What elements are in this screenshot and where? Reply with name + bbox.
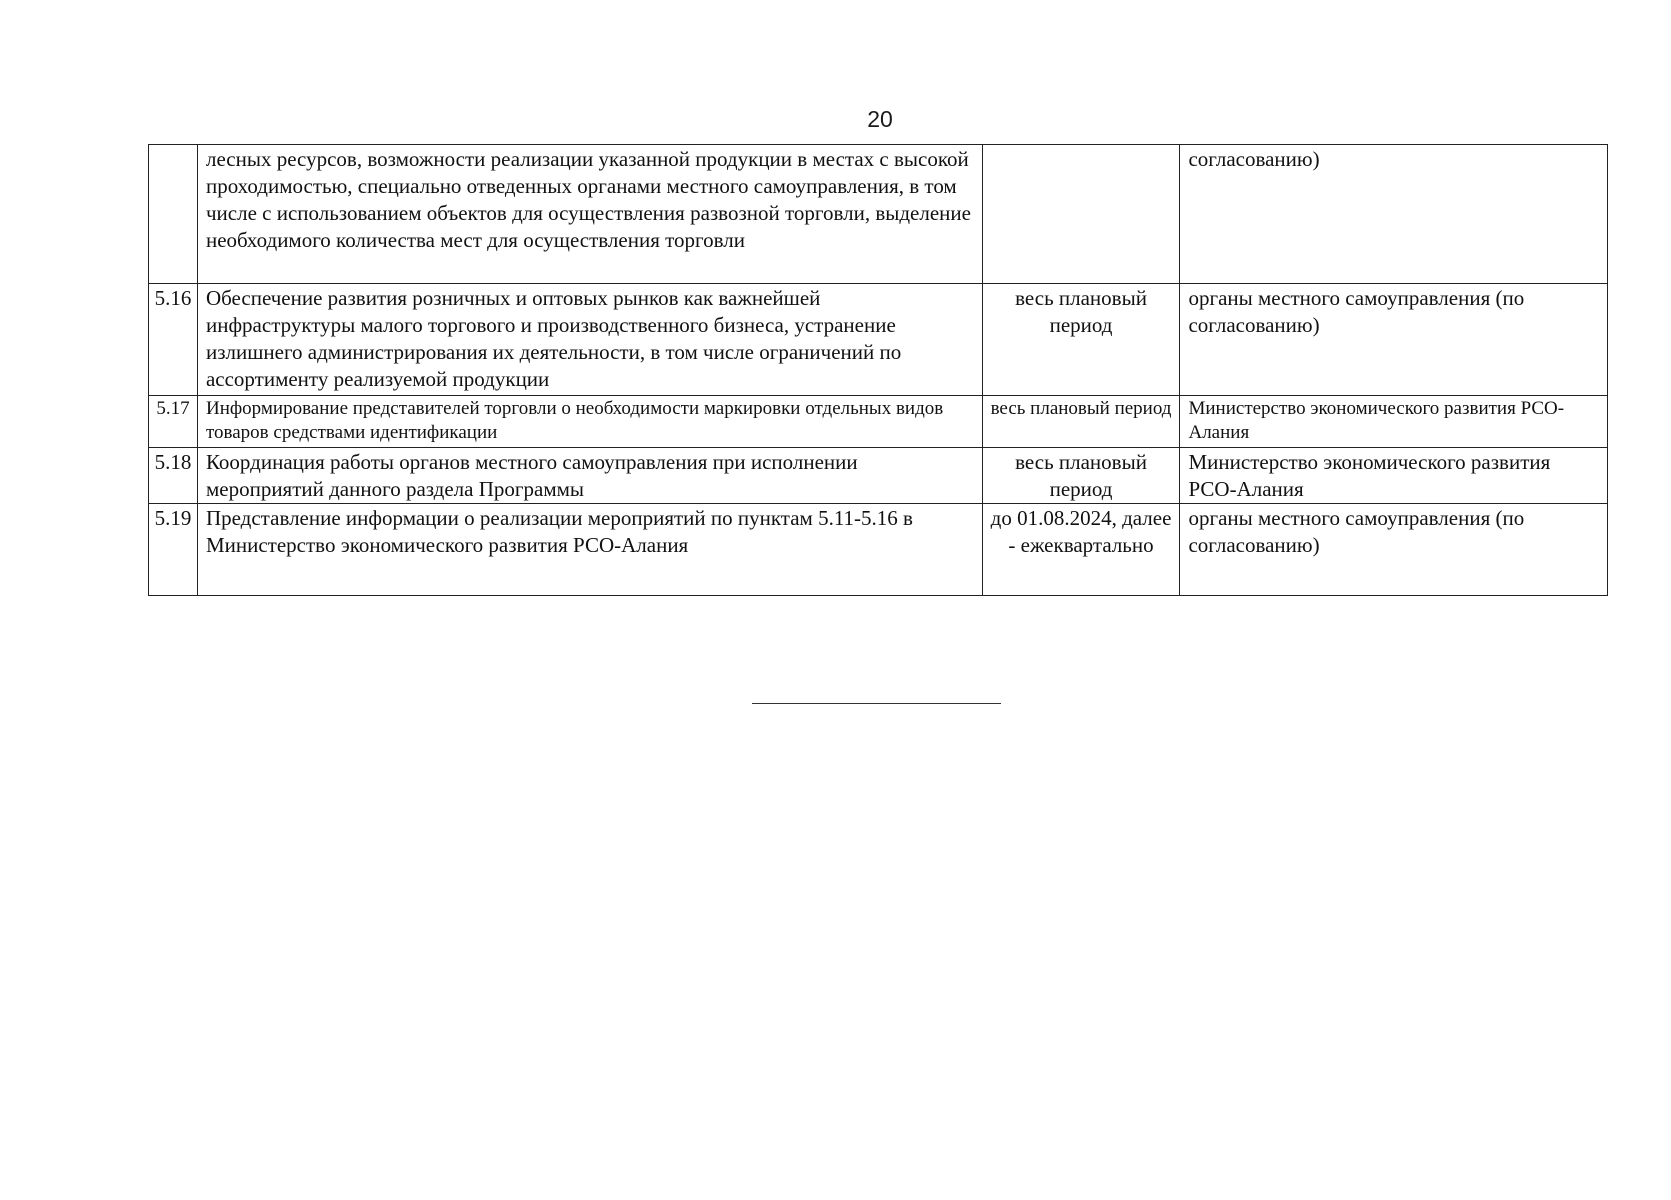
- table-row: [149, 448, 1608, 504]
- end-of-document-rule: [752, 703, 1001, 704]
- period-cell: весь плановый период: [982, 284, 1180, 396]
- measure-description-cell: Обеспечение развития розничных и оптовых рынков как важнейшей инфраструктуры малого торгового и производственного бизнеса, устранение излишнего администрирования их деятельности, в том числе ограничений по ассортименту реализуемой продукции: [197, 284, 982, 396]
- table-row: [149, 396, 1608, 448]
- responsible-cell: органы местного самоуправления (по согласованию): [1180, 284, 1608, 396]
- measure-description-cell: Координация работы органов местного самоуправления при исполнении мероприятий данного раздела Программы: [197, 448, 982, 504]
- table-row: [149, 504, 1608, 596]
- measure-description-cell: Информирование представителей торговли о необходимости маркировки отдельных видов товаров средствами идентификации: [197, 396, 982, 448]
- responsible-cell: Министерство экономического развития РСО-Алания: [1180, 448, 1608, 504]
- item-number-cell: 5.19: [149, 504, 198, 596]
- item-number-cell: 5.18: [149, 448, 198, 504]
- table-row: [149, 145, 1608, 284]
- responsible-cell: Министерство экономического развития РСО-Алания: [1180, 396, 1608, 448]
- measure-description-cell: лесных ресурсов, возможности реализации указанной продукции в местах с высокой проходимостью, специально отведенных органами местного самоуправления, в том числе с использованием объектов для осуществления развозной торговли, выделение необходимого количества мест для осуществления торговли: [197, 145, 982, 284]
- measures-table: [148, 144, 1608, 596]
- item-number-cell: [149, 145, 198, 284]
- responsible-cell: согласованию): [1180, 145, 1608, 284]
- measure-description-cell: Представление информации о реализации мероприятий по пунктам 5.11-5.16 в Министерство экономического развития РСО-Алания: [197, 504, 982, 596]
- item-number-cell: 5.17: [149, 396, 198, 448]
- responsible-cell: органы местного самоуправления (по согласованию): [1180, 504, 1608, 596]
- period-cell: [982, 145, 1180, 284]
- page-number: 20: [867, 106, 893, 132]
- table-row: [149, 284, 1608, 396]
- item-number-cell: 5.16: [149, 284, 198, 396]
- period-cell: весь плановый период: [982, 448, 1180, 504]
- period-cell: весь плановый период: [982, 396, 1180, 448]
- period-cell: до 01.08.2024, далее - ежеквартально: [982, 504, 1180, 596]
